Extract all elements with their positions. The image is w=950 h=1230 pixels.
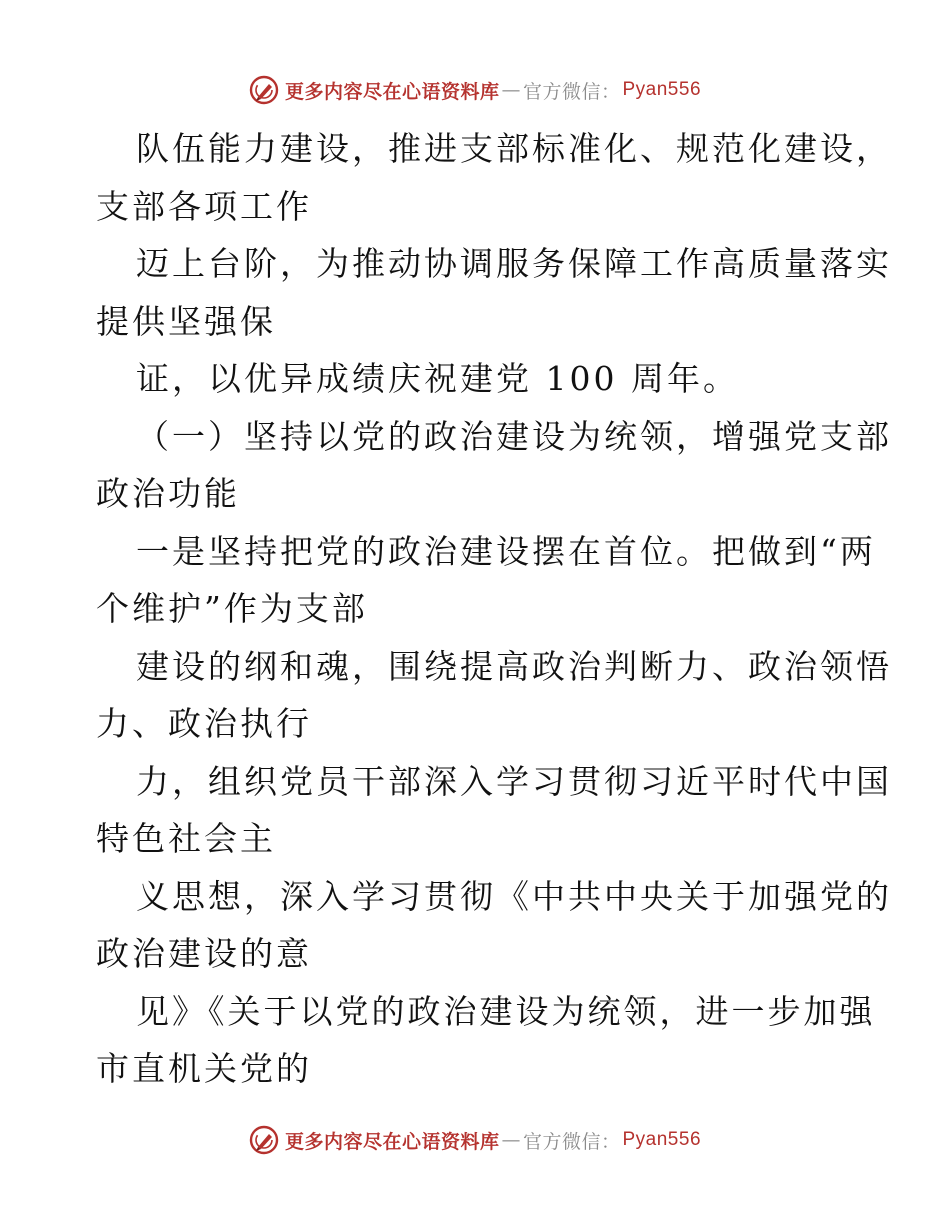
watermark-dash: —: [501, 1129, 521, 1151]
body-line: 队伍能力建设，推进支部标准化、规范化建设，: [136, 129, 892, 168]
pen-logo-icon: [249, 1125, 279, 1155]
body-line: 建设的纲和魂，围绕提高政治判断力、政治领悟: [136, 646, 892, 686]
body-line: 力、政治执行: [96, 704, 312, 743]
body-line: 一是坚持把党的政治建设摆在首位。把做到“两: [136, 531, 876, 571]
watermark-dash: —: [501, 79, 521, 101]
watermark-brand: 更多内容尽在心语资料库: [284, 80, 500, 103]
body-line: 迈上台阶，为推动协调服务保障工作高质量落实: [136, 244, 892, 283]
section-heading: （一）坚持以党的政治建设为统领，增强党支部: [136, 416, 892, 456]
watermark-account: Pyan556: [622, 79, 702, 100]
body-line: 义思想，深入学习贯彻《中共中央关于加强党的: [136, 876, 892, 916]
footer-watermark: [0, 1120, 950, 1160]
watermark-official: 官方微信：: [522, 1130, 621, 1153]
header-watermark: [0, 70, 950, 110]
watermark-account: Pyan556: [622, 1129, 702, 1150]
document-body: [96, 120, 892, 1098]
section-heading-cont: 政治功能: [96, 474, 240, 513]
body-line: 政治建设的意: [96, 934, 312, 973]
body-line: 力，组织党员干部深入学习贯彻习近平时代中国: [136, 761, 892, 801]
body-line: 提供坚强保: [96, 301, 276, 341]
body-line: 市直机关党的: [96, 1049, 312, 1088]
pen-logo-icon: [249, 75, 279, 105]
body-line: 特色社会主: [96, 819, 276, 858]
body-line: 支部各项工作: [96, 186, 312, 226]
watermark-official: 官方微信：: [522, 80, 621, 103]
body-line: 见》《关于以党的政治建设为统领，进一步加强: [136, 991, 876, 1031]
watermark-brand: 更多内容尽在心语资料库: [284, 1130, 500, 1153]
body-line: 证，以优异成绩庆祝建党 100 周年。: [136, 359, 739, 398]
body-line: 个维护”作为支部: [96, 589, 368, 628]
